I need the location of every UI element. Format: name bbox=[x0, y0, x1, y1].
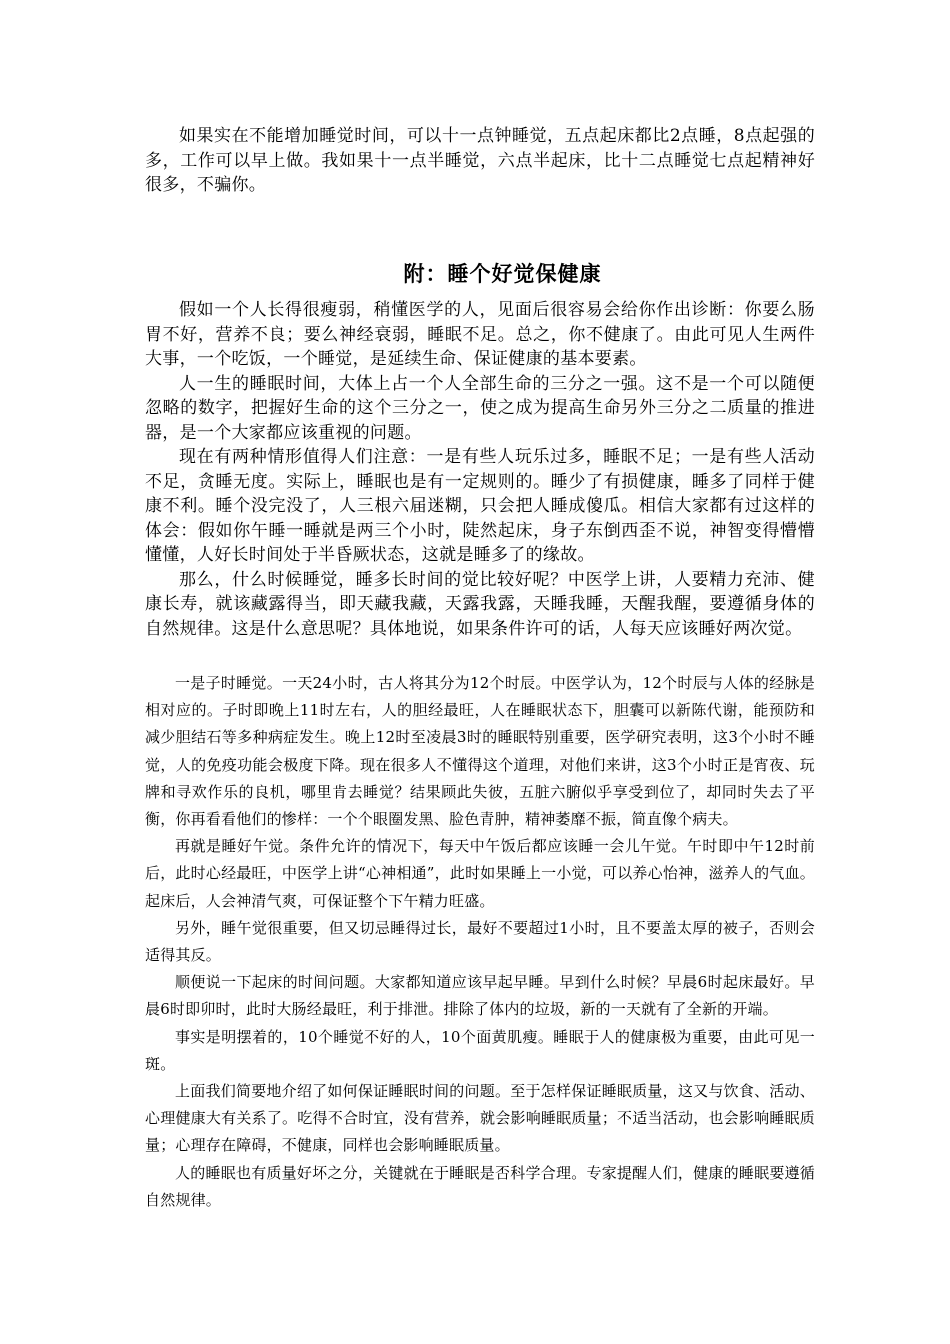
article-body-small bbox=[145, 670, 815, 1214]
article-title: 附：睡个好觉保健康 bbox=[403, 261, 602, 286]
body-paragraph: 事实是明摆着的，10个睡觉不好的人，10个面黄肌瘦。睡眠于人的健康极为重要，由此可见一斑。 bbox=[145, 1027, 815, 1073]
body-paragraph: 那么，什么时候睡觉，睡多长时间的觉比较好呢？中医学上讲，人要精力充沛、健康长寿，就该藏露得当，即天藏我藏，天露我露，天睡我睡，天醒我醒，要遵循身体的自然规律。这是什么意思呢？具体地说，如果条件许可的话，人每天应该睡好两次觉。 bbox=[145, 569, 815, 639]
body-paragraph: 人一生的睡眠时间，大体上占一个人全部生命的三分之一强。这不是一个可以随便忽略的数字，把握好生命的这个三分之一，使之成为提高生命另外三分之二质量的推进器，是一个大家都应该重视的问题。 bbox=[145, 373, 815, 443]
article-body-large bbox=[145, 298, 815, 641]
body-paragraph: 人的睡眠也有质量好坏之分，关键就在于睡眠是否科学合理。专家提醒人们，健康的睡眠要遵循自然规律。 bbox=[145, 1163, 815, 1209]
body-paragraph: 顺便说一下起床的时间问题。大家都知道应该早起早睡。早到什么时候？早晨6时起床最好。早晨6时即卯时，此时大肠经最旺，利于排泄。排除了体内的垃圾，新的一天就有了全新的开端。 bbox=[145, 973, 815, 1019]
body-paragraph: 假如一个人长得很瘦弱，稍懂医学的人，见面后很容易会给你作出诊断：你要么肠胃不好，营养不良；要么神经衰弱，睡眠不足。总之，你不健康了。由此可见人生两件大事，一个吃饭，一个睡觉，是延续生命、保证健康的基本要素。 bbox=[145, 300, 815, 369]
body-paragraph: 现在有两种情形值得人们注意：一是有些人玩乐过多，睡眠不足；一是有些人活动不足，贪睡无度。实际上，睡眠也是有一定规则的。睡少了有损健康，睡多了同样于健康不利。睡个没完没了，人三根六届迷糊，只会把人睡成傻瓜。相信大家都有过这样的体会：假如你午睡一睡就是两三个小时，陡然起床，身子东倒西歪不说，神智变得懵懵懂懂，人好长时间处于半昏厥状态，这就是睡多了的缘故。 bbox=[145, 447, 815, 565]
intro-section bbox=[145, 124, 815, 198]
body-paragraph: 另外，睡午觉很重要，但又切忌睡得过长，最好不要超过1小时，且不要盖太厚的被子，否则会适得其反。 bbox=[145, 918, 815, 965]
body-paragraph: 上面我们简要地介绍了如何保证睡眠时间的问题。至于怎样保证睡眠质量，这又与饮食、活动、心理健康大有关系了。吃得不合时宜，没有营养，就会影响睡眠质量；不适当活动，也会影响睡眠质量；心理存在障碍，不健康，同样也会影响睡眠质量。 bbox=[145, 1082, 815, 1155]
body-paragraph: 再就是睡好午觉。条件允许的情况下，每天中午饭后都应该睡一会儿午觉。午时即中午12时前后，此时心经最旺，中医学上讲“心神相通”，此时如果睡上一小觉，可以养心怡神，滋养人的气血。起床后，人会神清气爽，可保证整个下午精力旺盛。 bbox=[145, 837, 815, 910]
intro-paragraph: 如果实在不能增加睡觉时间，可以十一点钟睡觉，五点起床都比2点睡，8点起强的多，工作可以早上做。我如果十一点半睡觉，六点半起床，比十二点睡觉七点起精神好很多，不骗你。 bbox=[145, 126, 815, 195]
body-paragraph: 一是子时睡觉。一天24小时，古人将其分为12个时辰。中医学认为，12个时辰与人体的经脉是相对应的。子时即晚上11时左右，人的胆经最旺，人在睡眠状态下，胆囊可以新陈代谢，能预防和减少胆结石等多种病症发生。晚上12时至凌晨3时的睡眠特别重要，医学研究表明，这3个小时不睡觉，人的免疫功能会极度下降。现在很多人不懂得这个道理，对他们来讲，这3个小时正是宵夜、玩牌和寻欢作乐的良机，哪里肯去睡觉？结果顾此失彼，五脏六腑似乎享受到位了，却同时失去了平衡，你再看看他们的惨样：一个个眼圈发黑、脸色青肿，精神萎靡不振，简直像个病夫。 bbox=[145, 674, 815, 829]
